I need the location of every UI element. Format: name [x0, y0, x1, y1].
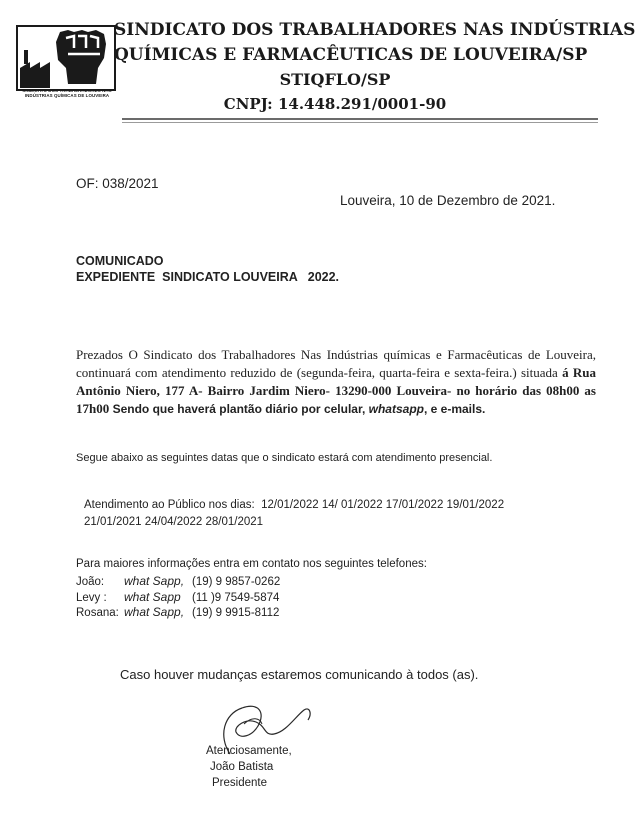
org-acronym: STIQFLO/SP — [279, 70, 391, 89]
body-address: á Rua Antônio Niero, 177 A- Bairro Jardim Niero- 13290-000 Louveira- no horário das 08h00 as 17h00 — [76, 365, 596, 416]
contact-app: what Sapp — [124, 590, 181, 604]
org-cnpj: CNPJ: 14.448.291/0001-90 — [223, 95, 447, 113]
document-number: OF: 038/2021 — [76, 176, 159, 191]
contact-phone: (19) 9 9915-8112 — [192, 607, 280, 619]
contact-phone: (11 )9 7549-5874 — [192, 592, 280, 604]
heading-comunicado: COMUNICADO — [76, 254, 164, 268]
contact-name: João: — [76, 576, 105, 588]
org-name-line1: SINDICATO DOS TRABALHADORES NAS INDÚSTRIAS — [114, 20, 636, 40]
heading-expediente: EXPEDIENTE SINDICATO LOUVEIRA 2022. — [76, 270, 340, 284]
contact-row — [76, 605, 279, 619]
contact-row — [76, 590, 279, 604]
body-paragraph — [76, 346, 596, 418]
body-intro: Prezados O Sindicato dos Trabalhadores Nas Indústrias químicas e Farmacêuticas de Louveira, continuará com atendimento reduzido de (segunda-feira, quarta-feira e sexta-feira.) situada — [76, 347, 596, 380]
header-rule — [122, 118, 598, 120]
contact-intro: Para maiores informações entra em contato nos seguintes telefones: — [76, 558, 427, 570]
contact-app: what Sapp, — [124, 605, 185, 619]
segue-text: Segue abaixo as seguintes datas que o sindicato estará com atendimento presencial. — [76, 452, 493, 464]
contact-name: Rosana: — [76, 607, 119, 619]
atendimento-dates — [84, 497, 544, 531]
body-plantao: Sendo que haverá plantão diário por celular, — [109, 402, 369, 416]
changes-notice: Caso houver mudanças estaremos comunicando à todos (as). — [120, 667, 479, 682]
atendimento-line2: 21/01/2021 24/04/2022 28/01/2021 — [84, 516, 264, 528]
atendimento-line1: Atendimento ao Público nos dias: 12/01/2022 14/ 01/2022 17/01/2022 19/01/2022 — [84, 499, 505, 511]
closing: Atenciosamente, — [206, 745, 292, 757]
header-rule-thin — [122, 122, 598, 123]
place-date: Louveira, 10 de Dezembro de 2021. — [340, 193, 556, 208]
contact-name: Levy : — [76, 592, 107, 604]
contact-row — [76, 574, 280, 588]
logo-caption: SINDICATO DOS TRABALHADORES NAS INDÚSTRIAS QUÍMICAS DE LOUVEIRA — [22, 88, 112, 98]
org-name-line2: QUÍMICAS E FARMACÊUTICAS DE LOUVEIRA/SP — [114, 45, 588, 65]
body-end: , e e-mails. — [423, 402, 486, 416]
signer-name: João Batista — [210, 761, 274, 773]
contact-phone: (19) 9 9857-0262 — [192, 576, 281, 588]
contact-app: what Sapp, — [124, 574, 185, 588]
body-whatsapp: whatsapp — [368, 402, 424, 416]
signer-role: Presidente — [212, 777, 267, 789]
